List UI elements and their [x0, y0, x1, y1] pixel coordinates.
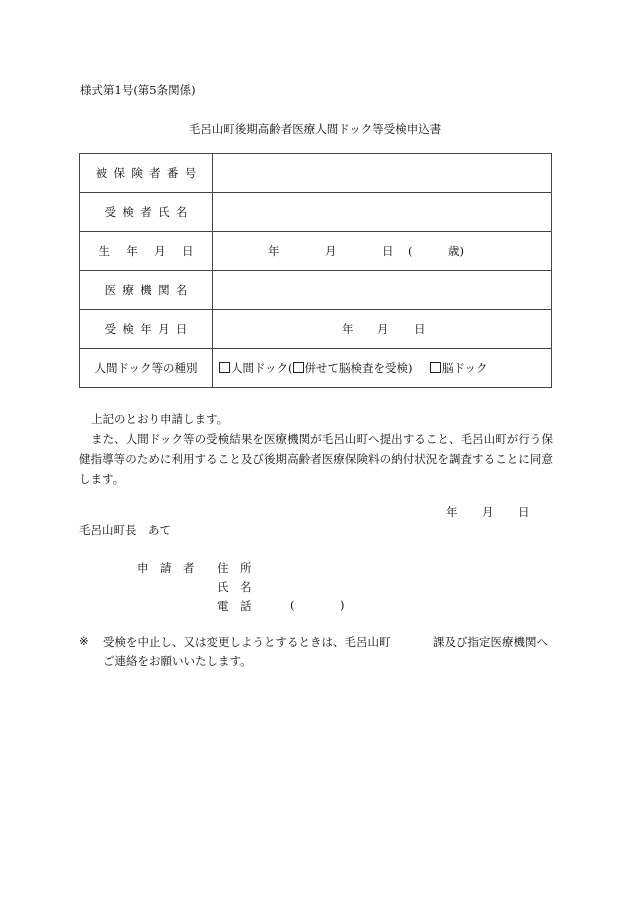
- field-institution-name[interactable]: [213, 271, 552, 310]
- phone-close-paren: ): [340, 598, 345, 612]
- application-table: [79, 153, 552, 388]
- applicant-label: 申 請 者: [137, 561, 195, 575]
- date-year-unit: 年: [446, 505, 458, 519]
- exam-day-unit: 日: [414, 322, 426, 336]
- declaration-line-2: また、人間ドック等の受検結果を医療機関が毛呂山町へ提出すること、毛呂山町が行う保健指導等のために利用すること及び後期高齢者医療保険料の納付状況を調査することに同意します。: [79, 432, 553, 486]
- name-label: 氏 名: [217, 580, 252, 594]
- field-examinee-name[interactable]: [213, 193, 552, 232]
- label-examinee-name: 受検者氏名: [104, 205, 194, 219]
- note-line-2: ご連絡をお願いいたします。: [103, 654, 252, 668]
- label-dock-type: 人間ドック等の種別: [94, 361, 198, 375]
- checkbox-brain-dock[interactable]: [430, 362, 441, 373]
- row-examinee-name: [80, 193, 552, 232]
- row-institution-name: [80, 271, 552, 310]
- date-month-unit: 月: [482, 505, 494, 519]
- label-birth-date: 生 年 月 日: [98, 244, 200, 258]
- phone-open-paren: (: [290, 598, 295, 612]
- birth-day-unit: 日: [382, 244, 394, 258]
- phone-label: 電 話: [217, 599, 252, 613]
- declaration-line-1: 上記のとおり申請します。: [91, 412, 229, 426]
- option-ningen-dock-label: 人間ドック: [231, 361, 289, 375]
- exam-year-unit: 年: [342, 322, 354, 336]
- field-exam-date[interactable]: [213, 310, 552, 349]
- note-line-1a: 受検を中止し、又は変更しようとするときは、毛呂山町: [103, 635, 391, 649]
- row-exam-date: [80, 310, 552, 349]
- option-brain-dock-label: 脳ドック: [442, 361, 488, 375]
- note-mark: ※: [79, 634, 89, 648]
- exam-month-unit: 月: [377, 322, 389, 336]
- birth-year-unit: 年: [268, 244, 280, 258]
- field-insured-number[interactable]: [213, 154, 552, 193]
- date-day-unit: 日: [518, 505, 530, 519]
- field-dock-type: [213, 349, 552, 388]
- address-label: 住 所: [217, 561, 252, 575]
- row-birth-date: [80, 232, 552, 271]
- option-brain-open-paren: (: [288, 361, 293, 375]
- birth-month-unit: 月: [325, 244, 337, 258]
- age-unit: 歳): [448, 244, 464, 258]
- addressee: 毛呂山町長 あて: [79, 523, 171, 537]
- label-institution-name: 医療機関名: [104, 283, 194, 297]
- checkbox-ningen-dock[interactable]: [219, 362, 230, 373]
- form-title: 毛呂山町後期高齢者医療人間ドック等受検申込書: [188, 122, 442, 136]
- form-number: 様式第1号(第5条関係): [80, 83, 196, 97]
- row-dock-type: [80, 349, 552, 388]
- row-insured-number: [80, 154, 552, 193]
- age-open-paren: (: [408, 244, 413, 258]
- label-insured-number: 被保険者番号: [95, 166, 203, 180]
- note-line-1b: 課及び指定医療機関へ: [433, 635, 548, 649]
- checkbox-with-brain-exam[interactable]: [293, 362, 304, 373]
- option-with-brain-exam-label: 併せて脳検査を受検): [304, 361, 413, 375]
- label-exam-date: 受検年月日: [104, 322, 194, 336]
- field-birth-date[interactable]: [213, 232, 552, 271]
